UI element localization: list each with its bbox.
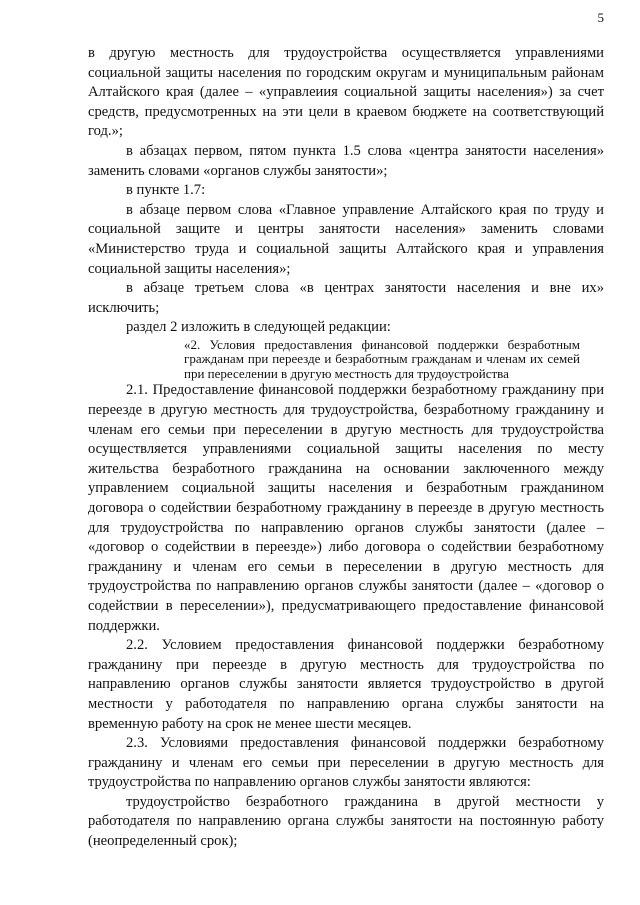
paragraph: в абзацах первом, пятом пункта 1.5 слова «центра занятости населения» заменить словами «органов службы занятости»; bbox=[88, 142, 604, 179]
paragraph: в другую местность для трудоустройства осуществляется управлениями социальной защиты населения по городским округам и муниципальным районам Алтайского края (далее – «управлеиия социальной защиты населения») за счет средств, предусмотренных на эти цели в краевом бюджете на соответствующий год.»; bbox=[88, 45, 604, 140]
paragraph: трудоустройство безработного гражданина в другой местности у работодателя по направлению органа службы занятости на постоянную работу (неопределенный срок); bbox=[88, 793, 604, 850]
paragraph: раздел 2 изложить в следующей редакции: bbox=[126, 319, 391, 336]
paragraph: в пункте 1.7: bbox=[126, 182, 206, 199]
paragraph: в абзаце третьем слова «в центрах занятости населения и вне их» исключить; bbox=[88, 280, 604, 316]
paragraph: 2.1. Предоставление финансовой поддержки безработному гражданину при переезде в другую местность для трудоустройства, безработному гражданину и членам его семьи при переселении в другую местность для трудоустройства осуществляется управлениями социальной защиты населения по месту жительства безработного гражданина на основании заключенного между управлением социальной защиты населения и безработным гражданином договора о содействии безработному гражданину в переезде в другую местность для трудоустройства по направлению органов службы занятости (далее – «договор о содействии в переезде») либо договора о содействии безработному гражданину и членам его семьи в переселении в другую местность для трудоустройства по направлению органов службы занятости (далее – «договор о содействии в переселении»), предусматривающего предоставление финансовой поддержки. bbox=[88, 382, 604, 634]
paragraph: в абзаце первом слова «Главное управление Алтайского края по труду и социальной защите и центры занятости населения» заменить словами «Министерство труда и социальной защиты Алтайского края и управления социальной защиты населения»; bbox=[88, 201, 604, 277]
document-body bbox=[88, 44, 604, 852]
page-number: 5 bbox=[597, 10, 604, 25]
paragraph: 2.2. Условием предоставления финансовой поддержки безработному гражданину при переезде в другую местность для трудоустройства по направлению органов службы занятости является трудоустройство в другой местности у работодателя по направлению органа службы занятости на временную работу на срок не менее шести месяцев. bbox=[88, 637, 604, 732]
section-heading: «2. Условия предоставления финансовой поддержки безработным гражданам при переезде и безработным гражданам и членам их семей при переселении в другую местность для трудоустройства bbox=[184, 336, 580, 381]
paragraph: 2.3. Условиями предоставления финансовой поддержки безработному гражданину и членам его семьи при переселении в другую местность для трудоустройства по направлению органов службы занятости являются: bbox=[88, 735, 604, 791]
